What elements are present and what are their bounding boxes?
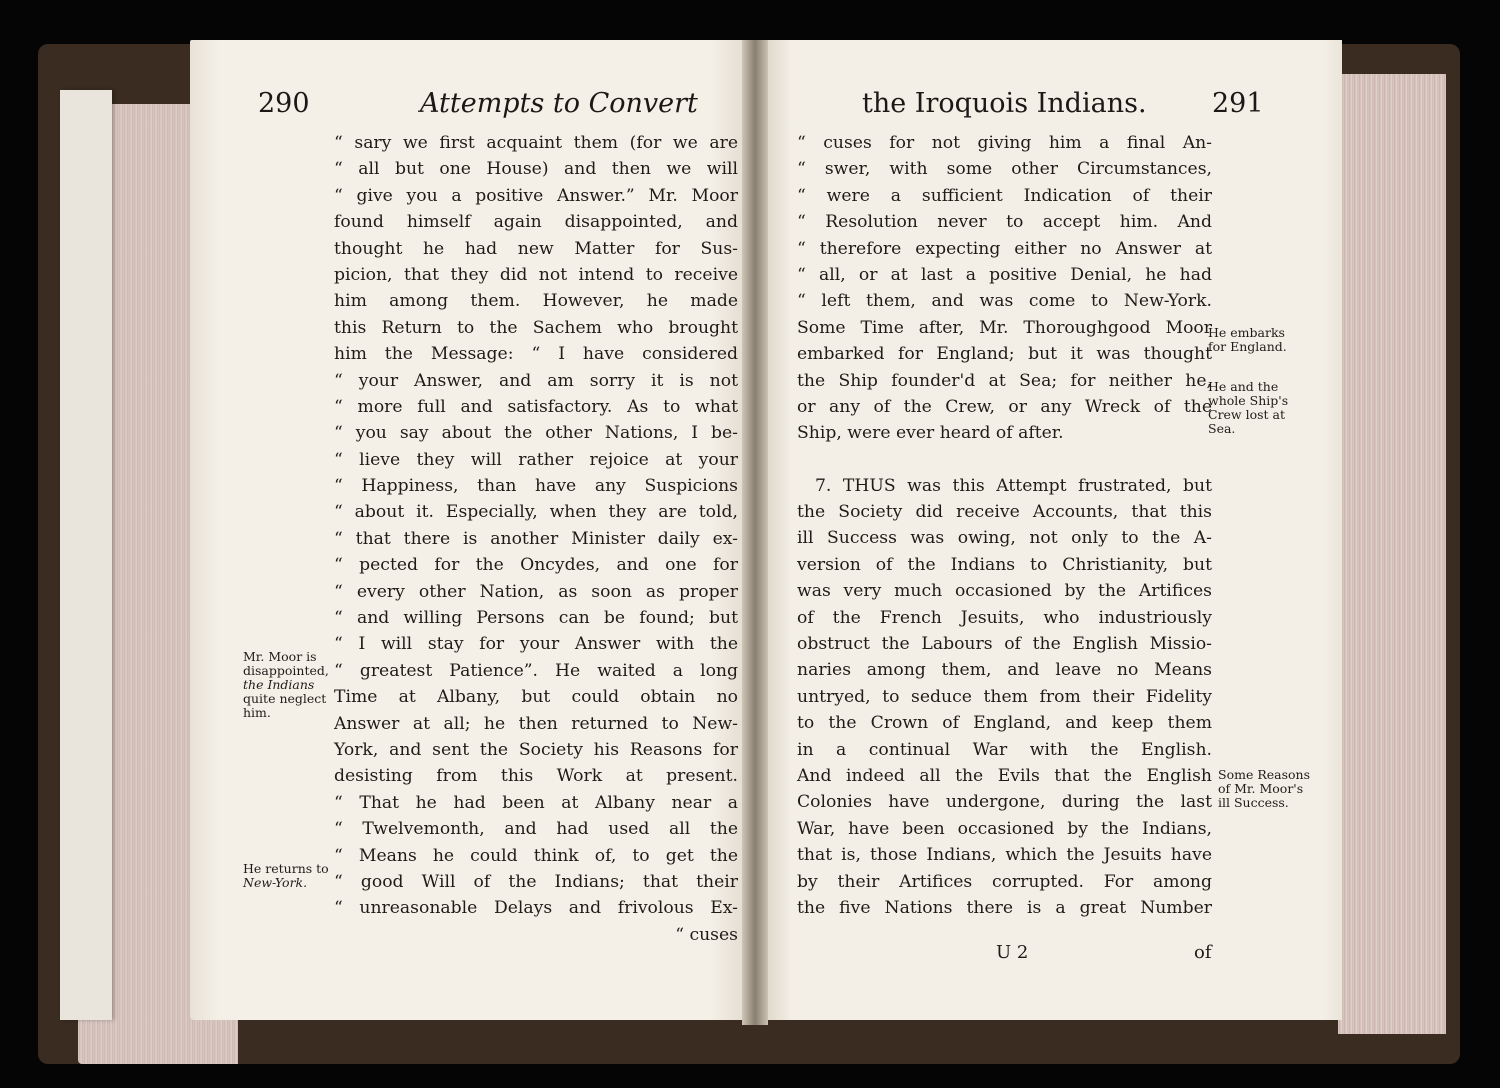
text-line: by their Artifices corrupted. For among	[797, 871, 1212, 892]
text-line: “ Means he could think of, to get the	[334, 845, 738, 866]
text-line: Some Time after, Mr. Thoroughgood Moor	[797, 317, 1212, 338]
text-line: “ cuses for not giving him a final An-	[797, 133, 1212, 153]
text-line: him among them. However, he made	[334, 291, 738, 312]
text-line: “ left them, and was come to New-York.	[797, 291, 1212, 312]
text-line: “ about it. Especially, when they are told,	[334, 502, 738, 523]
text-line: the Ship founder'd at Sea; for neither he,	[797, 370, 1212, 391]
text-line: “ I will stay for your Answer with the	[334, 634, 738, 655]
text-line: “ Resolution never to accept him. And	[797, 212, 1212, 233]
marginal-note-line: him.	[243, 705, 271, 720]
text-line: or any of the Crew, or any Wreck of the	[797, 396, 1212, 417]
marginal-note-line: the Indians	[243, 677, 315, 692]
marginal-note-line: quite neglect	[243, 691, 327, 706]
text-line: found himself again disappointed, and	[334, 212, 738, 233]
text-line: “ Twelvemonth, and had used all the	[334, 819, 738, 840]
marginal-note-line: Crew lost at	[1208, 407, 1286, 422]
text-line: “ were a sufficient Indication of their	[797, 185, 1212, 206]
text-line: thought he had new Matter for Sus-	[334, 238, 738, 259]
left-page-body	[334, 130, 738, 948]
text-line: him the Message: “ I have considered	[334, 344, 738, 365]
text-line: “ and willing Persons can be found; but	[334, 608, 738, 629]
marginal-note-line: He and the	[1208, 379, 1279, 394]
right-page-body	[797, 130, 1212, 921]
marginal-note-line: ill Success.	[1218, 795, 1289, 810]
text-line: “ your Answer, and am sorry it is not	[334, 370, 738, 391]
marginal-note-line: Mr. Moor is	[243, 649, 317, 664]
text-line: “ pected for the Oncydes, and one for	[334, 555, 738, 576]
book-gutter	[742, 40, 768, 1025]
text-line: Time at Albany, but could obtain no	[334, 687, 738, 708]
text-line: obstruct the Labours of the English Missio-	[797, 634, 1212, 655]
text-line: “ Happiness, than have any Suspicions	[334, 476, 738, 497]
text-line: Colonies have undergone, during the last	[797, 792, 1212, 813]
catchword-left: “ cuses	[675, 924, 738, 945]
text-line: “ all but one House) and then we will	[334, 159, 738, 180]
text-line: “ greatest Patience”. He waited a long	[334, 660, 738, 681]
marginal-note-line: for England.	[1208, 339, 1287, 354]
marginal-note-line: Sea.	[1208, 421, 1236, 436]
marginal-note-returns-new-york	[243, 862, 329, 890]
text-line: the Society did receive Accounts, that this	[797, 502, 1212, 523]
text-line: naries among them, and leave no Means	[797, 660, 1212, 681]
text-line: ill Success was owing, not only to the A-	[797, 528, 1212, 549]
text-line: “ good Will of the Indians; that their	[334, 871, 738, 892]
running-head-left: Attempts to Convert	[420, 88, 698, 119]
inserted-leaf	[60, 90, 112, 1020]
page-number-right: 291	[1212, 88, 1264, 119]
text-line: in a continual War with the English.	[797, 739, 1212, 760]
text-line: “ That he had been at Albany near a	[334, 792, 738, 813]
running-head-right: the Iroquois Indians.	[862, 88, 1147, 119]
text-line: “ that there is another Minister daily ex-	[334, 528, 738, 549]
text-line: “ more full and satisfactory. As to what	[334, 396, 738, 417]
text-line: “ swer, with some other Circumstances,	[797, 159, 1212, 180]
marginal-note-line: Some Reasons	[1218, 767, 1310, 782]
text-line: “ sary we first acquaint them (for we are	[334, 133, 738, 153]
text-line: of the French Jesuits, who industriously	[797, 607, 1212, 628]
text-line: was very much occasioned by the Artifices	[797, 581, 1212, 602]
text-line: Ship, were ever heard of after.	[797, 423, 1064, 444]
marginal-note-line: of Mr. Moor's	[1218, 781, 1304, 796]
text-line: the five Nations there is a great Number	[797, 897, 1212, 918]
text-line: Answer at all; he then returned to New-	[334, 713, 738, 734]
marginal-note-reasons	[1218, 768, 1310, 810]
text-line: War, have been occasioned by the Indians,	[797, 818, 1212, 839]
text-line: “ every other Nation, as soon as proper	[334, 581, 738, 602]
marginal-note-line: He embarks	[1208, 325, 1285, 340]
text-line: 7. THUS was this Attempt frustrated, but	[815, 475, 1212, 496]
text-line: “ therefore expecting either no Answer at	[797, 238, 1212, 259]
text-line: “ you say about the other Nations, I be-	[334, 423, 738, 444]
text-line: version of the Indians to Christianity, but	[797, 554, 1212, 575]
text-line: untryed, to seduce them from their Fidelity	[797, 686, 1212, 707]
text-line: “ give you a positive Answer.” Mr. Moor	[334, 185, 738, 206]
signature-mark: U 2	[996, 942, 1029, 963]
text-line: embarked for England; but it was thought	[797, 344, 1212, 365]
text-line: “ lieve they will rather rejoice at your	[334, 449, 738, 470]
text-line: to the Crown of England, and keep them	[797, 713, 1212, 734]
text-line: “ unreasonable Delays and frivolous Ex-	[334, 898, 738, 919]
marginal-note-line: New-York.	[243, 875, 308, 890]
catchword-right: of	[1194, 942, 1212, 963]
marginal-note-embarks	[1208, 326, 1287, 354]
text-line: picion, that they did not intend to receive	[334, 264, 738, 285]
text-line: this Return to the Sachem who brought	[334, 317, 738, 338]
text-line: And indeed all the Evils that the English	[797, 765, 1212, 786]
text-line: “ all, or at last a positive Denial, he had	[797, 264, 1212, 285]
right-page-edges	[1338, 74, 1446, 1034]
text-line: desisting from this Work at present.	[334, 766, 738, 787]
marginal-note-line: disappointed,	[243, 663, 329, 678]
text-line: that is, those Indians, which the Jesuits have	[797, 845, 1212, 866]
marginal-note-line: He returns to	[243, 861, 329, 876]
marginal-note-moor-disappointed	[243, 650, 329, 720]
text-line: York, and sent the Society his Reasons for	[334, 739, 738, 760]
marginal-note-crew-lost	[1208, 380, 1288, 436]
page-number-left: 290	[258, 88, 310, 119]
marginal-note-line: whole Ship's	[1208, 393, 1289, 408]
